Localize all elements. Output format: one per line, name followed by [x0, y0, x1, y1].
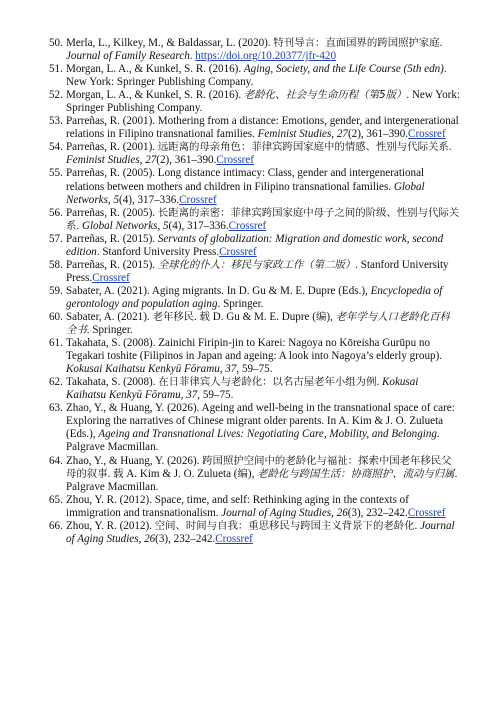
reference-text: Parreñas, R. (2001). Mothering from a distance: Emotions, gender, and intergenerational relations in Filipino transnational families. [66, 115, 459, 141]
crossref-link[interactable]: Crossref [179, 193, 217, 206]
reference-item [51, 233, 460, 259]
reference-text: Zhou, Y. R. (2012). Space, time, and self: Rethinking aging in the contexts of immigration and transnationalism. [66, 493, 409, 519]
reference-source-title: 全球化的仆人：移民与家政工作（第二版） [157, 258, 356, 271]
crossref-link[interactable]: Crossref [228, 219, 267, 232]
reference-text: (3), 232–242. [155, 532, 216, 545]
reference-text: ), [326, 310, 336, 323]
reference-text: . [414, 519, 421, 532]
reference-text: . [76, 219, 82, 232]
reference-text: Parreñas, R. (2005). [66, 206, 158, 219]
reference-text: 编 [315, 310, 327, 323]
reference-number: 63. [49, 402, 63, 415]
reference-text: Sabater, A. (2021). [66, 310, 153, 323]
reference-source-title: Feminist Studies, 27 [66, 154, 157, 167]
reference-source-title: Aging, Society, and the Life Course (5th edn) [243, 63, 444, 76]
reference-item [51, 402, 460, 454]
reference-text: D. Gu & M. E. Dupre ( [209, 310, 316, 323]
reference-text: . [189, 50, 196, 63]
crossref-link[interactable]: Crossref [215, 532, 253, 545]
reference-text: Sabater, A. (2021). Aging migrants. In D. Gu & M. E. Dupre (Eds.), [66, 284, 371, 297]
reference-source-title: Kokusai Kaihatsu Kenkyū Fōramu, 37 [66, 376, 419, 402]
reference-source-title: Journal of Aging Studies, 26 [221, 506, 348, 519]
reference-text: Takahata, S. (2008). Zainichi Firipin-jin to Karei: Nagoya no Kōreisha Gurūpu no Tegakari toshite (Filipinos in Japan and ageing: A look into Nagoya’s elderly group). [66, 337, 443, 363]
reference-number: 50. [49, 37, 63, 49]
reference-number: 59. [49, 284, 63, 297]
reference-text: 远距离的母亲角色：菲律宾跨国家庭中的情感、性别与代际关系 [157, 141, 449, 154]
reference-source-title: Journal of Aging Studies, 26 [66, 519, 455, 545]
reference-text: A. Kim & J. O. Zulueta ( [123, 467, 238, 480]
reference-text: Morgan, L. A., & Kunkel, S. R. (2016). [66, 89, 244, 102]
reference-source-title: Feminist Studies, 27 [257, 128, 348, 141]
reference-item [51, 89, 460, 115]
reference-list [51, 37, 460, 546]
reference-number: 64. [49, 454, 63, 467]
reference-text: . Springer. [217, 297, 264, 310]
crossref-link[interactable]: Crossref [408, 128, 446, 141]
reference-text: Zhao, Y., & Huang, Y. (2026). [66, 454, 203, 467]
reference-text: . Stanford University Press. [66, 258, 449, 284]
reference-text: 特刊导言：直面国界的跨国照护家庭 [273, 37, 440, 49]
reference-source-title: Global Networks, 5 [81, 219, 169, 232]
reference-text: (3), 232–242. [347, 506, 408, 519]
reference-number: 52. [49, 89, 63, 102]
reference-text: 长距离的亲密：菲律宾跨国家庭中母子之间的阶级、性别与代际关系 [66, 206, 460, 232]
crossref-link[interactable]: Crossref [216, 154, 254, 167]
reference-number: 57. [49, 232, 63, 245]
reference-text: . [439, 37, 443, 49]
reference-source-title: Ageing and Transnational Lives: Negotiating Care, Mobility, and Belonging [98, 428, 437, 441]
crossref-link[interactable]: Crossref [407, 506, 446, 519]
reference-text: , 59–75. [236, 363, 273, 376]
reference-text: . Stanford University Press. [96, 245, 220, 258]
reference-text: 载 [199, 310, 210, 323]
reference-text: Zhao, Y., & Huang, Y. (2026). Ageing and well-being in the transnational space of care: Exploring the narratives of Chinese migrant older parents. In A. Kim & J. O. Zulueta (Eds.), [66, 402, 455, 441]
reference-item [51, 115, 460, 141]
reference-text: . [376, 376, 383, 389]
reference-text: (2), 361–390. [156, 154, 217, 167]
reference-number: 60. [49, 310, 63, 323]
reference-item [51, 455, 460, 494]
reference-item [51, 520, 460, 546]
reference-text: . Palgrave Macmillan. [66, 467, 458, 493]
reference-text: 载 [113, 467, 124, 480]
reference-text: Morgan, L. A., & Kunkel, S. R. (2016). [66, 63, 244, 76]
reference-item [51, 141, 460, 167]
reference-item [51, 207, 460, 233]
reference-text: Parreñas, R. (2015). [66, 258, 158, 271]
reference-number: 62. [49, 376, 63, 389]
reference-item [51, 285, 460, 311]
reference-text: . [448, 141, 452, 154]
reference-text: (2), 361–390. [347, 128, 409, 141]
reference-text: 编 [237, 467, 248, 480]
reference-text: (4), 317–336. [119, 193, 180, 206]
reference-text: (4), 317–336. [168, 219, 229, 232]
reference-item [51, 167, 460, 206]
reference-text: Parreñas, R. (2005). Long distance intimacy: Class, gender and intergenerational relations between mothers and children in Filipino transnational families. [66, 167, 425, 193]
reference-text: . [194, 310, 200, 323]
reference-source-title: 老年学与人口老龄化百科全书 [66, 310, 450, 337]
reference-source-title: Global Networks, 5 [66, 180, 425, 206]
reference-source-title: 老龄化、社会与生命历程（第5版） [243, 89, 407, 102]
reference-number: 51. [49, 63, 63, 76]
reference-item [51, 337, 460, 376]
reference-text: Zhou, Y. R. (2012). [66, 519, 155, 532]
reference-number: 53. [49, 115, 63, 128]
reference-text: 空间、时间与自我：重思移民与跨国主义背景下的老龄化 [154, 519, 415, 532]
reference-text: ), [247, 467, 258, 480]
reference-item [51, 37, 460, 63]
reference-source-title: Encyclopedia of gerontology and population aging [66, 284, 443, 310]
reference-text: 跨国照护空间中的老龄化与福祉：探索中国老年移民父母的叙事 [66, 454, 452, 480]
reference-item [51, 376, 460, 402]
reference-text: Parreñas, R. (2015). [66, 232, 158, 245]
reference-source-title: Servants of globalization: Migration and domestic work, second edition [66, 232, 444, 258]
reference-text: . [107, 467, 114, 480]
reference-item [51, 63, 460, 89]
reference-item [51, 494, 460, 520]
reference-number: 65. [49, 493, 63, 506]
reference-number: 66. [49, 519, 63, 532]
reference-text: 老年移民 [152, 310, 194, 323]
reference-text: . Palgrave Macmillan. [66, 428, 440, 454]
reference-item [51, 259, 460, 285]
reference-number: 61. [49, 337, 63, 350]
reference-item [51, 311, 460, 337]
reference-text: 在日菲律宾人与老龄化：以名古屋老年小组为例 [158, 376, 377, 389]
reference-text: Merla, L., Kilkey, M., & Baldassar, L. (2020). [66, 37, 274, 49]
reference-text: , 59–75. [197, 389, 234, 402]
doi-link[interactable]: https://doi.org/10.20377/jfr-420 [195, 50, 337, 63]
reference-number: 58. [49, 258, 63, 271]
reference-source-title: 老龄化与跨国生活：协商照护、流动与归属 [257, 467, 455, 480]
reference-number: 55. [49, 167, 63, 180]
crossref-link[interactable]: Crossref [92, 271, 130, 284]
reference-text: Takahata, S. (2008). [66, 376, 159, 389]
reference-text: Parreñas, R. (2001). [66, 141, 158, 154]
reference-number: 56. [49, 206, 63, 219]
crossref-link[interactable]: Crossref [219, 245, 257, 258]
reference-source-title: Kokusai Kaihatsu Kenkyū Fōramu, 37 [66, 363, 237, 376]
reference-number: 54. [49, 141, 63, 154]
reference-text: . Springer. [86, 324, 133, 337]
reference-text: . New York: Springer Publishing Company. [66, 89, 461, 115]
reference-text: . New York: Springer Publishing Company. [66, 63, 447, 89]
reference-source-title: Journal of Family Research [66, 50, 190, 63]
